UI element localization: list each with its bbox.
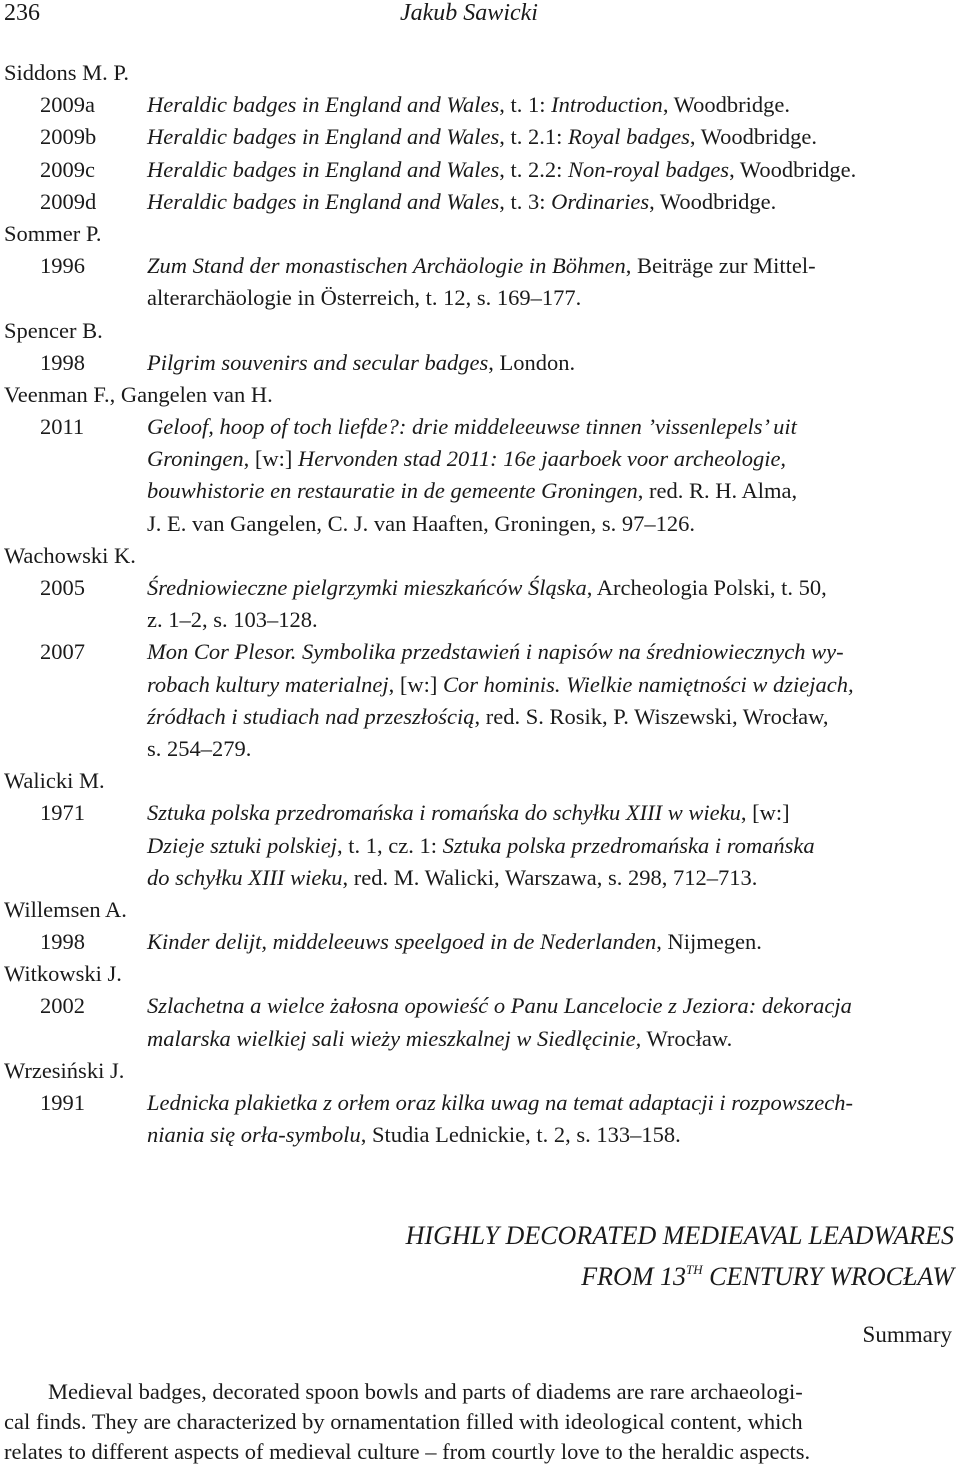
ref-entry-continued [0, 733, 960, 765]
ref-year: 2005 [40, 575, 85, 600]
page-number: 236 [4, 0, 40, 26]
ref-year: 2009b [40, 124, 97, 150]
ref-entry-continued [0, 701, 960, 733]
ref-entry [0, 186, 960, 218]
summary-title [406, 1219, 954, 1294]
ref-entry [0, 250, 960, 282]
ref-entry [0, 89, 960, 121]
summary-line: cal finds. They are characterized by ornamentation filled with ideological content, which [4, 1409, 803, 1434]
ref-text: bouwhistorie en restauratie in de gemeente Groningen, red. R. H. Alma, [147, 478, 798, 504]
ref-year: 2007 [40, 639, 85, 665]
ref-entry [0, 990, 960, 1022]
ref-author: Walicki M. [4, 768, 105, 794]
ref-text: robach kultury materialnej, [w:] Cor hominis. Wielkie namiętności w dziejach, [147, 671, 854, 697]
ref-author: Siddons M. P. [4, 60, 130, 85]
ref-text: niania się orła-symbolu, Studia Lednickie, t. 2, s. 133–158. [147, 1122, 681, 1148]
ref-year: 1998 [40, 349, 85, 375]
ref-author: Veenman F., Gangelen van H. [4, 381, 273, 407]
ref-year: 1998 [40, 929, 85, 955]
ref-text: Lednicka plakietka z orłem oraz kilka uwag na temat adaptacji i rozpowszech- [147, 1090, 853, 1115]
reference-list [0, 57, 960, 1151]
ref-entry-continued [0, 604, 960, 636]
ref-entry [0, 636, 960, 668]
ref-year: 1971 [40, 800, 85, 826]
ref-entry [0, 797, 960, 829]
ref-text: Dzieje sztuki polskiej, t. 1, cz. 1: Sztuka polska przedromańska i romańska [147, 832, 815, 858]
ref-text: Średniowieczne pielgrzymki mieszkańców Śląska, Archeologia Polski, t. 50, [147, 575, 827, 600]
ref-text: Heraldic badges in England and Wales, t. 2.2: Non-royal badges, Woodbridge. [147, 156, 857, 182]
ref-entry [0, 347, 960, 379]
running-header [0, 0, 960, 30]
ref-year: 2009c [40, 156, 95, 182]
running-head-author: Jakub Sawicki [400, 0, 538, 26]
ref-author: Wachowski K. [4, 542, 136, 568]
ref-text: Pilgrim souvenirs and secular badges, London. [147, 349, 576, 375]
ref-entry [0, 121, 960, 153]
ref-text: malarska wielkiej sali wieży mieszkalnej w Siedlęcinie, Wrocław. [147, 1025, 733, 1051]
summary-label: Summary [862, 1322, 952, 1347]
ref-entry-continued [0, 475, 960, 507]
ref-text: do schyłku XIII wieku, red. M. Walicki, Warszawa, s. 298, 712–713. [147, 864, 758, 890]
ref-text: Heraldic badges in England and Wales, t. 1: Introduction, Woodbridge. [147, 92, 790, 118]
ref-text: Mon Cor Plesor. Symbolika przedstawień i napisów na średniowiecznych wy- [147, 639, 844, 665]
ref-author: Witkowski J. [4, 961, 122, 987]
ref-entry-continued [0, 669, 960, 701]
ref-text: s. 254–279. [147, 735, 252, 761]
ref-entry [0, 1087, 960, 1119]
ref-text: Groningen, [w:] Hervonden stad 2011: 16e jaarboek voor archeologie, [147, 446, 787, 472]
ref-entry-continued [0, 830, 960, 862]
ref-entry [0, 154, 960, 186]
ref-text: Kinder delijt, middeleeuws speelgoed in de Nederlanden, Nijmegen. [147, 929, 762, 955]
ref-entry-continued [0, 1023, 960, 1055]
ref-entry-continued [0, 1119, 960, 1151]
ref-author: Willemsen A. [4, 896, 127, 922]
ref-text: Heraldic badges in England and Wales, t. 2.1: Royal badges, Woodbridge. [147, 124, 818, 150]
ref-text: Heraldic badges in England and Wales, t. 3: Ordinaries, Woodbridge. [147, 188, 777, 214]
ref-year: 2011 [40, 414, 85, 440]
ref-author: Wrzesiński J. [4, 1057, 125, 1083]
ref-text: alterarchäologie in Österreich, t. 12, s. 169–177. [147, 285, 582, 311]
ref-entry-continued [0, 508, 960, 540]
ref-text: Sztuka polska przedromańska i romańska do schyłku XIII w wieku, [w:] [147, 800, 790, 826]
ref-year: 2009a [40, 92, 95, 118]
summary-line: relates to different aspects of medieval culture – from courtly love to the heraldic aspects. [4, 1439, 811, 1464]
ref-year: 1996 [40, 253, 85, 279]
ref-entry [0, 926, 960, 958]
summary-body [0, 1377, 960, 1467]
ref-year: 2002 [40, 993, 85, 1019]
summary-line: Medieval badges, decorated spoon bowls and parts of diadems are rare archaeologi- [48, 1379, 803, 1404]
ref-entry-continued [0, 443, 960, 475]
ref-author: Spencer B. [4, 317, 103, 343]
ref-entry-continued [0, 862, 960, 894]
summary-title-line-2: FROM 13TH CENTURY WROCŁAW [581, 1262, 954, 1291]
ref-entry-continued [0, 282, 960, 314]
ref-text: J. E. van Gangelen, C. J. van Haaften, Groningen, s. 97–126. [147, 510, 696, 536]
ref-text: źródłach i studiach nad przeszłością, red. S. Rosik, P. Wiszewski, Wrocław, [147, 703, 829, 729]
ref-entry [0, 411, 960, 443]
ref-year: 1991 [40, 1090, 85, 1115]
ref-year: 2009d [40, 188, 97, 214]
ref-entry [0, 572, 960, 604]
ref-text: Zum Stand der monastischen Archäologie in Böhmen, Beiträge zur Mittel- [147, 253, 816, 279]
ref-author: Sommer P. [4, 220, 102, 246]
ref-text: z. 1–2, s. 103–128. [147, 607, 318, 633]
ref-text: Szlachetna a wielce żałosna opowieść o Panu Lancelocie z Jeziora: dekoracja [147, 993, 852, 1019]
summary-title-line-1: HIGHLY DECORATED MEDIEAVAL LEADWARES [405, 1221, 954, 1250]
ref-text: Geloof, hoop of toch liefde?: drie middeleeuwse tinnen ’vissenlepels’ uit [147, 414, 797, 440]
